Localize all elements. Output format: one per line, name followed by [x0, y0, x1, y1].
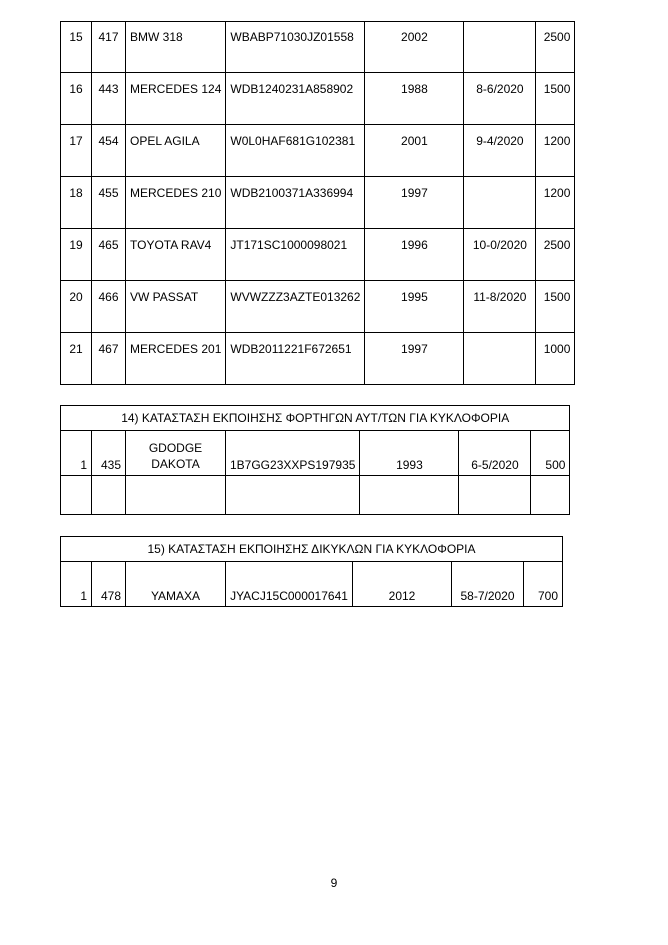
table-row — [61, 22, 575, 73]
row-date: 10-0/2020 — [464, 229, 536, 281]
row-date — [464, 333, 536, 385]
row-date: 9-4/2020 — [464, 125, 536, 177]
table-row — [61, 562, 563, 607]
row-number: 1 — [61, 562, 92, 607]
motorcycles-title: 15) ΚΑΤΑΣΤΑΣΗ ΕΚΠΟΙΗΣΗΣ ΔΙΚΥΚΛΩΝ ΓΙΑ ΚΥΚΛΟΦΟΡΙΑ — [61, 537, 563, 562]
row-year: 1988 — [365, 73, 464, 125]
table-row — [61, 125, 575, 177]
row-model: MERCEDES 124 — [126, 73, 226, 125]
row-id: 454 — [92, 125, 126, 177]
table-row — [61, 177, 575, 229]
row-year: 1993 — [360, 431, 459, 476]
row-vin: JT171SC1000098021 — [226, 229, 365, 281]
row-price: 700 — [524, 562, 563, 607]
row-model: YAMAXA — [126, 562, 226, 607]
row-year: 2001 — [365, 125, 464, 177]
row-model: TOYOTA RAV4 — [126, 229, 226, 281]
row-id: 478 — [92, 562, 126, 607]
row-price: 1500 — [536, 281, 575, 333]
row-model: VW PASSAT — [126, 281, 226, 333]
row-model: GDODGE DAKOTA — [126, 431, 226, 476]
vehicles-table — [60, 21, 575, 385]
row-number: 19 — [61, 229, 92, 281]
row-id: 467 — [92, 333, 126, 385]
row-price: 1200 — [536, 177, 575, 229]
table-row — [61, 73, 575, 125]
table-row — [61, 281, 575, 333]
row-price: 2500 — [536, 22, 575, 73]
row-price: 1000 — [536, 333, 575, 385]
row-id: 443 — [92, 73, 126, 125]
row-year: 2002 — [365, 22, 464, 73]
row-vin: WDB2011221F672651 — [226, 333, 365, 385]
row-vin: WDB1240231A858902 — [226, 73, 365, 125]
row-date — [464, 177, 536, 229]
row-date: 6-5/2020 — [459, 431, 531, 476]
row-price: 2500 — [536, 229, 575, 281]
row-year: 1997 — [365, 177, 464, 229]
trucks-title: 14) ΚΑΤΑΣΤΑΣΗ ΕΚΠΟΙΗΣΗΣ ΦΟΡΤΗΓΩΝ ΑΥΤ/ΤΩΝ ΓΙΑ ΚΥΚΛΟΦΟΡΙΑ — [61, 406, 570, 431]
row-year: 1996 — [365, 229, 464, 281]
row-vin: JYACJ15C000017641 — [226, 562, 353, 607]
row-id: 435 — [92, 431, 126, 476]
row-id: 465 — [92, 229, 126, 281]
empty-row — [61, 476, 570, 515]
row-number: 1 — [61, 431, 92, 476]
page-number: 9 — [330, 876, 338, 890]
row-date: 58-7/2020 — [452, 562, 524, 607]
row-vin: WBABP71030JZ01558 — [226, 22, 365, 73]
row-model: MERCEDES 201 — [126, 333, 226, 385]
trucks-table — [60, 405, 570, 515]
row-vin: WVWZZZ3AZTE013262 — [226, 281, 365, 333]
row-id: 455 — [92, 177, 126, 229]
row-id: 417 — [92, 22, 126, 73]
row-date: 11-8/2020 — [464, 281, 536, 333]
row-number: 21 — [61, 333, 92, 385]
row-vin: W0L0HAF681G102381 — [226, 125, 365, 177]
row-price: 1500 — [536, 73, 575, 125]
row-id: 466 — [92, 281, 126, 333]
row-number: 18 — [61, 177, 92, 229]
row-vin: WDB2100371A336994 — [226, 177, 365, 229]
row-date: 8-6/2020 — [464, 73, 536, 125]
row-date — [464, 22, 536, 73]
motorcycles-table — [60, 536, 563, 607]
table-row — [61, 229, 575, 281]
row-price: 500 — [531, 431, 570, 476]
row-vin: 1B7GG23XXPS197935 — [226, 431, 360, 476]
row-year: 1997 — [365, 333, 464, 385]
table-row — [61, 333, 575, 385]
row-number: 15 — [61, 22, 92, 73]
row-price: 1200 — [536, 125, 575, 177]
row-model: OPEL AGILA — [126, 125, 226, 177]
row-year: 2012 — [353, 562, 452, 607]
table-row — [61, 431, 570, 476]
row-model: BMW 318 — [126, 22, 226, 73]
row-number: 17 — [61, 125, 92, 177]
row-model: MERCEDES 210 — [126, 177, 226, 229]
row-number: 20 — [61, 281, 92, 333]
row-year: 1995 — [365, 281, 464, 333]
row-number: 16 — [61, 73, 92, 125]
